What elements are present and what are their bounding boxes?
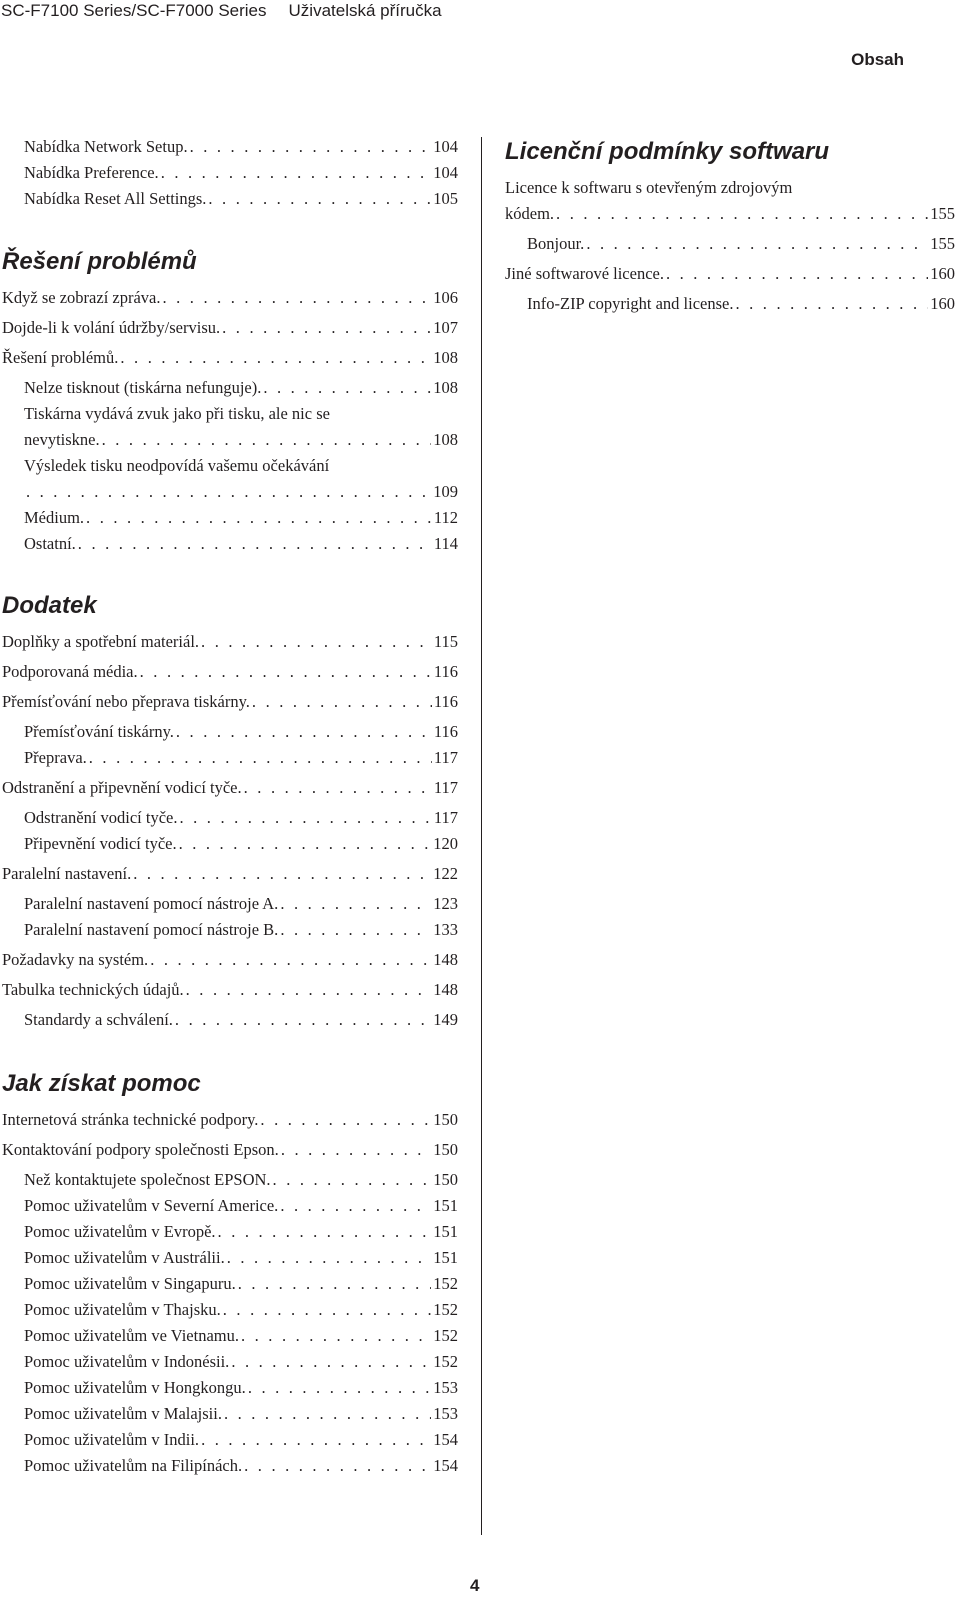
toc-dot-leader — [208, 187, 431, 211]
toc-entry-page: 152 — [433, 1326, 458, 1345]
toc-entry-page: 106 — [433, 288, 458, 307]
toc-entry-page: 123 — [433, 894, 458, 913]
toc-entry[interactable] — [24, 720, 458, 744]
toc-dot-leader — [224, 1402, 431, 1426]
toc-entry-page: 104 — [433, 137, 458, 156]
toc-dot-leader — [190, 135, 432, 159]
toc-dot-leader — [120, 346, 431, 370]
toc-entry-page: 117 — [433, 748, 458, 767]
toc-entry-page: 148 — [433, 950, 458, 969]
toc-entry[interactable] — [24, 1298, 458, 1322]
section-heading-dodatek: Dodatek — [2, 592, 97, 619]
toc-dot-leader — [238, 1272, 432, 1296]
toc-entry-label: Nabídka Reset All Settings. — [24, 189, 207, 208]
toc-entry-label: Řešení problémů. — [2, 348, 119, 367]
toc-dot-leader — [281, 1138, 431, 1162]
toc-entry[interactable] — [24, 1246, 458, 1270]
toc-dot-leader — [252, 690, 432, 714]
toc-entry-page: 116 — [433, 662, 458, 681]
toc-entry[interactable] — [2, 1138, 458, 1162]
toc-entry-page: 108 — [433, 348, 458, 367]
toc-entry[interactable] — [24, 1272, 458, 1296]
toc-entry[interactable] — [24, 161, 458, 185]
toc-entry[interactable] — [24, 480, 458, 504]
toc-entry[interactable] — [24, 135, 458, 159]
toc-entry-label: Pomoc uživatelům v Singapuru. — [24, 1274, 236, 1293]
toc-entry[interactable] — [2, 660, 458, 684]
toc-entry-line[interactable]: Licence k softwaru s otevřeným zdrojovým — [505, 178, 793, 197]
toc-entry-label: Přemísťování tiskárny. — [24, 722, 174, 741]
toc-entry[interactable] — [2, 978, 458, 1002]
toc-entry-page: 150 — [433, 1110, 458, 1129]
toc-entry-page: 151 — [433, 1222, 458, 1241]
toc-dot-leader — [227, 1246, 432, 1270]
toc-entry[interactable] — [24, 1220, 458, 1244]
toc-dot-leader — [244, 776, 432, 800]
toc-entry-label: Odstranění vodicí tyče. — [24, 808, 178, 827]
toc-entry-label: Připevnění vodicí tyče. — [24, 834, 177, 853]
toc-entry-label: Než kontaktujete společnost EPSON. — [24, 1170, 271, 1189]
toc-entry-label: Když se zobrazí zpráva. — [2, 288, 161, 307]
toc-entry-page: 160 — [930, 294, 955, 313]
toc-dot-leader — [280, 918, 431, 942]
toc-dot-leader — [179, 832, 432, 856]
toc-dot-leader — [280, 1194, 431, 1218]
toc-entry-label: Pomoc uživatelům v Hongkongu. — [24, 1378, 246, 1397]
toc-dot-leader — [223, 1298, 431, 1322]
toc-entry[interactable] — [2, 776, 458, 800]
toc-entry-page: 117 — [433, 808, 458, 827]
toc-entry-label: Kontaktování podpory společnosti Epson. — [2, 1140, 279, 1159]
header-title — [1, 0, 442, 22]
toc-entry-page: 112 — [433, 508, 458, 527]
toc-dot-leader — [163, 286, 432, 310]
header-section: Obsah — [851, 50, 904, 69]
toc-entry-label: Paralelní nastavení. — [2, 864, 132, 883]
toc-entry-label: Paralelní nastavení pomocí nástroje A. — [24, 894, 279, 913]
toc-dot-leader — [140, 660, 432, 684]
toc-entry-label: Standardy a schválení. — [24, 1010, 173, 1029]
toc-entry-label: Nabídka Network Setup. — [24, 137, 188, 156]
toc-entry-page: 117 — [433, 778, 458, 797]
toc-dot-leader — [201, 630, 432, 654]
toc-entry[interactable] — [24, 1376, 458, 1400]
toc-entry-label: Požadavky na systém. — [2, 950, 149, 969]
toc-entry-page: 152 — [433, 1352, 458, 1371]
toc-dot-leader — [273, 1168, 432, 1192]
toc-entry-label: Médium. — [24, 508, 85, 527]
toc-entry[interactable] — [2, 1108, 458, 1132]
toc-entry-page: 116 — [433, 722, 458, 741]
toc-entry[interactable] — [24, 892, 458, 916]
toc-entry-line[interactable]: Tiskárna vydává zvuk jako při tisku, ale nic se — [24, 404, 330, 423]
toc-dot-leader — [78, 532, 432, 556]
toc-entry-label: Tabulka technických údajů. — [2, 980, 184, 999]
column-divider — [481, 137, 482, 1535]
toc-entry[interactable] — [24, 1402, 458, 1426]
page-number: 4 — [470, 1576, 480, 1595]
toc-entry-label: Pomoc uživatelům v Evropě. — [24, 1222, 216, 1241]
toc-entry-line[interactable]: Výsledek tisku neodpovídá vašemu očekávání — [24, 456, 330, 475]
toc-dot-leader — [161, 161, 432, 185]
toc-entry-page: 151 — [433, 1196, 458, 1215]
toc-dot-leader — [244, 1454, 431, 1478]
toc-entry[interactable] — [24, 1008, 458, 1032]
toc-entry-page: 150 — [433, 1170, 458, 1189]
toc-entry-page: 148 — [433, 980, 458, 999]
toc-dot-leader — [180, 806, 432, 830]
toc-dot-leader — [26, 480, 431, 504]
toc-entry[interactable] — [2, 286, 458, 310]
toc-entry-label: Doplňky a spotřební materiál. — [2, 632, 200, 651]
toc-entry-page: 153 — [433, 1378, 458, 1397]
toc-entry-label: nevytiskne. — [24, 430, 100, 449]
toc-dot-leader — [586, 232, 928, 256]
toc-dot-leader — [176, 720, 432, 744]
toc-entry[interactable] — [2, 346, 458, 370]
toc-dot-leader — [248, 1376, 431, 1400]
toc-entry[interactable] — [24, 428, 458, 452]
toc-dot-leader — [241, 1324, 431, 1348]
toc-entry-page: 154 — [433, 1430, 458, 1449]
toc-entry-label: kódem. — [505, 204, 555, 223]
page-header — [0, 0, 960, 28]
toc-entry[interactable] — [505, 262, 955, 286]
toc-entry-page: 122 — [433, 864, 458, 883]
toc-dot-leader — [666, 262, 928, 286]
toc-entry-page: 155 — [930, 204, 955, 223]
toc-entry-page: 115 — [433, 632, 458, 651]
toc-dot-leader — [150, 948, 431, 972]
toc-entry[interactable] — [24, 506, 458, 530]
toc-entry-page: 160 — [930, 264, 955, 283]
section-heading-pomoc: Jak získat pomoc — [2, 1070, 201, 1097]
toc-entry-label: Pomoc uživatelům v Severní Americe. — [24, 1196, 279, 1215]
toc-entry-page: 120 — [433, 834, 458, 853]
toc-entry-page: 109 — [433, 482, 458, 501]
toc-entry-label: Pomoc uživatelům ve Vietnamu. — [24, 1326, 239, 1345]
header-doc: Uživatelská příručka — [288, 1, 442, 20]
toc-entry[interactable] — [2, 948, 458, 972]
toc-entry-page: 149 — [433, 1010, 458, 1029]
toc-entry-label: Ostatní. — [24, 534, 76, 553]
toc-dot-leader — [222, 316, 431, 340]
toc-entry[interactable] — [24, 1168, 458, 1192]
toc-entry-label: Nelze tisknout (tiskárna nefunguje). — [24, 378, 262, 397]
toc-entry-label: Pomoc uživatelům v Indii. — [24, 1430, 200, 1449]
toc-entry-page: 114 — [433, 534, 458, 553]
toc-entry-page: 116 — [433, 692, 458, 711]
toc-entry-page: 108 — [433, 430, 458, 449]
toc-entry-page: 151 — [433, 1248, 458, 1267]
toc-dot-leader — [218, 1220, 432, 1244]
toc-dot-leader — [175, 1008, 431, 1032]
toc-entry[interactable] — [24, 746, 458, 770]
toc-dot-leader — [556, 202, 928, 226]
toc-entry-page: 152 — [433, 1274, 458, 1293]
toc-entry-page: 105 — [433, 189, 458, 208]
toc-entry[interactable] — [24, 806, 458, 830]
toc-entry[interactable] — [2, 862, 458, 886]
toc-entry-page: 154 — [433, 1456, 458, 1475]
toc-entry-page: 153 — [433, 1404, 458, 1423]
toc-entry[interactable] — [2, 690, 458, 714]
toc-entry[interactable] — [24, 376, 458, 400]
toc-entry-label: Info-ZIP copyright and license. — [527, 294, 734, 313]
toc-dot-leader — [201, 1428, 431, 1452]
toc-entry[interactable] — [24, 1194, 458, 1218]
toc-entry-label: Přeprava. — [24, 748, 87, 767]
toc-dot-leader — [89, 746, 432, 770]
toc-entry-label: Podporovaná média. — [2, 662, 138, 681]
toc-entry-page: 108 — [433, 378, 458, 397]
toc-dot-leader — [736, 292, 929, 316]
toc-entry-label: Přemísťování nebo přeprava tiskárny. — [2, 692, 250, 711]
header-product: SC-F7100 Series/SC-F7000 Series — [1, 1, 267, 20]
toc-entry[interactable] — [24, 918, 458, 942]
toc-entry-page: 155 — [930, 234, 955, 253]
toc-dot-leader — [102, 428, 432, 452]
toc-entry[interactable] — [24, 1428, 458, 1452]
toc-dot-leader — [186, 978, 432, 1002]
section-heading-licence: Licenční podmínky softwaru — [505, 138, 830, 165]
toc-entry-page: 152 — [433, 1300, 458, 1319]
toc-dot-leader — [86, 506, 432, 530]
toc-entry-page: 104 — [433, 163, 458, 182]
toc-entry-label: Pomoc uživatelům na Filipínách. — [24, 1456, 243, 1475]
toc-entry[interactable] — [505, 202, 955, 226]
toc-entry[interactable] — [2, 630, 458, 654]
toc-entry-label: Internetová stránka technické podpory. — [2, 1110, 259, 1129]
toc-entry-label: Bonjour. — [527, 234, 585, 253]
toc-entry-label: Pomoc uživatelům v Indonésii. — [24, 1352, 230, 1371]
toc-entry[interactable] — [527, 232, 955, 256]
toc-entry[interactable] — [24, 1350, 458, 1374]
toc-entry-label: Dojde-li k volání údržby/servisu. — [2, 318, 221, 337]
toc-entry-label: Pomoc uživatelům v Austrálii. — [24, 1248, 225, 1267]
toc-dot-leader — [231, 1350, 431, 1374]
toc-entry[interactable] — [24, 187, 458, 211]
toc-dot-leader — [133, 862, 431, 886]
toc-entry[interactable] — [24, 1454, 458, 1478]
toc-entry[interactable] — [24, 832, 458, 856]
toc-entry[interactable] — [24, 1324, 458, 1348]
toc-entry[interactable] — [527, 292, 955, 316]
toc-entry-label: Paralelní nastavení pomocí nástroje B. — [24, 920, 279, 939]
toc-entry-page: 133 — [433, 920, 458, 939]
toc-entry-page: 107 — [433, 318, 458, 337]
toc-entry-page: 150 — [433, 1140, 458, 1159]
toc-entry-label: Pomoc uživatelům v Malajsii. — [24, 1404, 222, 1423]
toc-dot-leader — [263, 376, 431, 400]
toc-entry-label: Nabídka Preference. — [24, 163, 159, 182]
toc-entry-label: Pomoc uživatelům v Thajsku. — [24, 1300, 221, 1319]
toc-entry-label: Jiné softwarové licence. — [505, 264, 664, 283]
toc-entry[interactable] — [2, 316, 458, 340]
toc-dot-leader — [260, 1108, 431, 1132]
toc-entry-label: Odstranění a připevnění vodicí tyče. — [2, 778, 242, 797]
toc-entry[interactable] — [24, 532, 458, 556]
toc-dot-leader — [280, 892, 431, 916]
section-heading-reseni: Řešení problémů — [2, 248, 197, 275]
